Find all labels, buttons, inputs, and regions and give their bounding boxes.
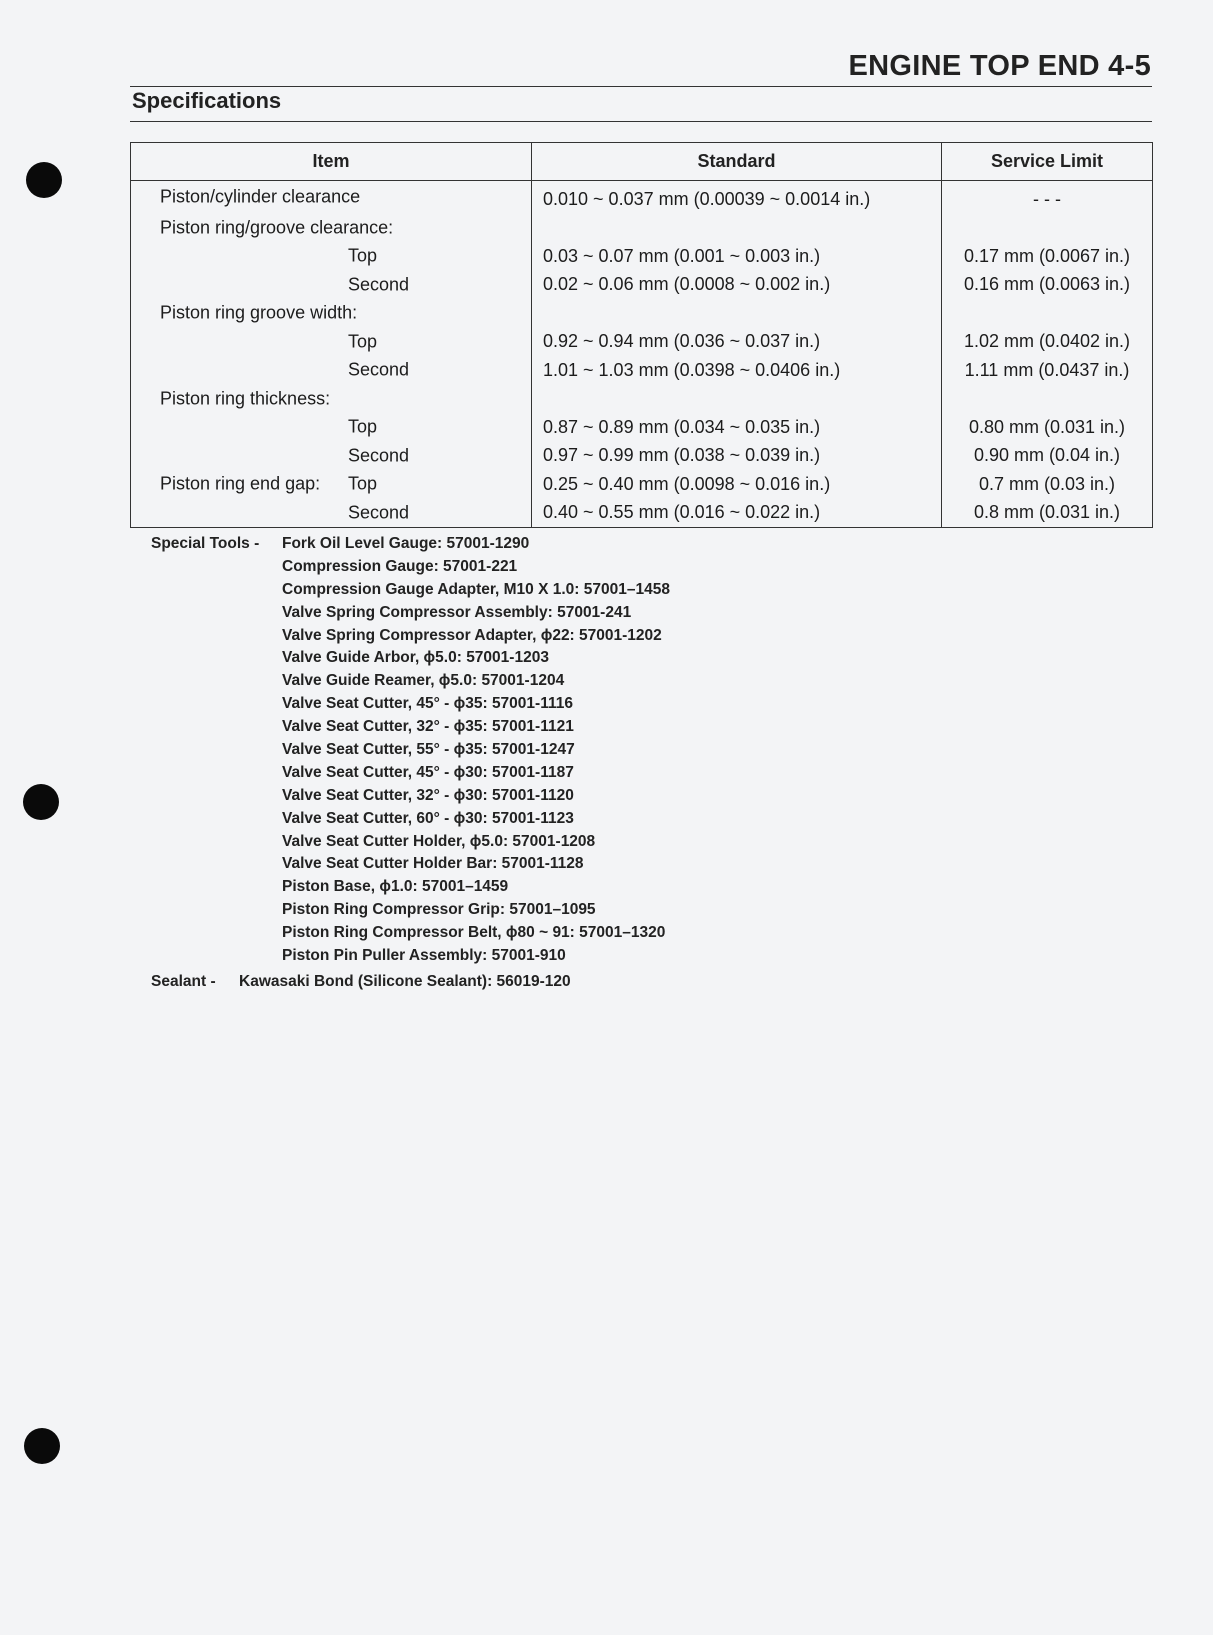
special-tools-label: Special Tools - [151,535,260,552]
binder-hole-bottom [24,1428,60,1464]
table-row [131,242,1153,271]
special-tool-item: Valve Seat Cutter, 32° - ϕ35: 57001-1121 [282,718,574,736]
cell-standard: 0.03 ~ 0.07 mm (0.001 ~ 0.003 in.) [532,242,942,271]
cell-service-limit: - - - [942,181,1153,214]
page-header: ENGINE TOP END 4-5 [848,50,1151,82]
sealant [151,973,571,991]
cell-standard: 1.01 ~ 1.03 mm (0.0398 ~ 0.0406 in.) [532,356,942,385]
cell-standard: 0.25 ~ 0.40 mm (0.0098 ~ 0.016 in.) [532,470,942,499]
special-tool-item: Piston Ring Compressor Belt, ϕ80 ~ 91: 57001–1320 [282,924,666,942]
item-sublabel: Top [348,245,378,266]
table-row [131,299,1153,328]
cell-item [131,470,532,499]
item-sublabel: Second [348,359,410,380]
cell-standard [532,214,942,243]
special-tool-item: Valve Seat Cutter, 32° - ϕ30: 57001-1120 [282,786,574,804]
special-tool-item: Valve Guide Reamer, ϕ5.0: 57001-1204 [282,672,565,690]
table-row [131,328,1153,357]
cell-standard: 0.40 ~ 0.55 mm (0.016 ~ 0.022 in.) [532,499,942,528]
special-tool-item: Compression Gauge: 57001-221 [282,557,518,575]
cell-item [131,499,532,528]
item-label: Piston ring thickness: [160,388,331,409]
cell-item [131,385,532,414]
cell-standard: 0.97 ~ 0.99 mm (0.038 ~ 0.039 in.) [532,442,942,471]
cell-item [131,299,532,328]
cell-service-limit: 0.8 mm (0.031 in.) [942,499,1153,528]
special-tool-item: Valve Seat Cutter, 60° - ϕ30: 57001-1123 [282,809,574,827]
table-header-row [131,143,1153,181]
cell-item [131,181,532,214]
item-label: Piston ring/groove clearance: [160,217,394,238]
special-tool-item: Valve Seat Cutter Holder, ϕ5.0: 57001-1208 [282,832,596,850]
special-tool-item: Valve Seat Cutter Holder Bar: 57001-1128 [282,855,584,873]
column-header-service-limit: Service Limit [942,143,1153,181]
section-title: Specifications [132,88,282,113]
section-rule [130,121,1152,122]
table-row [131,181,1153,214]
table-row [131,271,1153,300]
cell-service-limit: 0.80 mm (0.031 in.) [942,413,1153,442]
cell-item [131,356,532,385]
special-tool-item: Piston Base, ϕ1.0: 57001–1459 [282,878,509,896]
cell-service-limit: 0.7 mm (0.03 in.) [942,470,1153,499]
special-tool-item: Valve Spring Compressor Assembly: 57001-241 [282,603,632,621]
header-rule [130,86,1152,87]
cell-service-limit: 0.16 mm (0.0063 in.) [942,271,1153,300]
table-row [131,470,1153,499]
item-sublabel: Second [348,274,410,295]
sealant-label: Sealant - [151,973,216,990]
table-row [131,413,1153,442]
cell-item [131,271,532,300]
item-sublabel: Second [348,445,410,466]
cell-standard: 0.02 ~ 0.06 mm (0.0008 ~ 0.002 in.) [532,271,942,300]
table-row [131,356,1153,385]
item-sublabel: Top [348,473,378,494]
table-row [131,442,1153,471]
binder-hole-middle [23,784,59,820]
specifications-table [130,142,1153,528]
sealant-item: Kawasaki Bond (Silicone Sealant): 56019-120 [239,973,571,990]
item-label: Piston ring end gap: [160,473,321,494]
special-tool-item: Valve Seat Cutter, 45° - ϕ35: 57001-1116 [282,695,573,713]
special-tool-item: Valve Seat Cutter, 55° - ϕ35: 57001-1247 [282,741,575,759]
cell-standard [532,385,942,414]
cell-item [131,442,532,471]
column-header-standard: Standard [532,143,942,181]
cell-standard: 0.010 ~ 0.037 mm (0.00039 ~ 0.0014 in.) [532,181,942,214]
special-tool-item: Valve Spring Compressor Adapter, ϕ22: 57001-1202 [282,626,662,644]
item-label: Piston/cylinder clearance [160,186,361,207]
cell-service-limit [942,299,1153,328]
cell-service-limit: 1.02 mm (0.0402 in.) [942,328,1153,357]
table-row [131,385,1153,414]
cell-item [131,214,532,243]
table-row [131,214,1153,243]
cell-standard: 0.92 ~ 0.94 mm (0.036 ~ 0.037 in.) [532,328,942,357]
item-label: Piston ring groove width: [160,302,358,323]
cell-service-limit [942,385,1153,414]
cell-standard: 0.87 ~ 0.89 mm (0.034 ~ 0.035 in.) [532,413,942,442]
cell-service-limit [942,214,1153,243]
special-tool-item: Piston Ring Compressor Grip: 57001–1095 [282,901,596,919]
special-tool-item: Piston Pin Puller Assembly: 57001-910 [282,947,566,965]
cell-item [131,242,532,271]
binder-hole-top [26,162,62,198]
table-row [131,499,1153,528]
cell-standard [532,299,942,328]
special-tool-item: Valve Seat Cutter, 45° - ϕ30: 57001-1187 [282,763,574,781]
item-sublabel: Second [348,502,410,523]
column-header-item: Item [131,143,532,181]
special-tool-item: Fork Oil Level Gauge: 57001-1290 [282,535,530,552]
cell-service-limit: 0.90 mm (0.04 in.) [942,442,1153,471]
cell-item [131,413,532,442]
item-sublabel: Top [348,416,378,437]
special-tool-item: Compression Gauge Adapter, M10 X 1.0: 57001–1458 [282,580,670,598]
special-tool-item: Valve Guide Arbor, ϕ5.0: 57001-1203 [282,649,549,667]
cell-service-limit: 0.17 mm (0.0067 in.) [942,242,1153,271]
cell-item [131,328,532,357]
cell-service-limit: 1.11 mm (0.0437 in.) [942,356,1153,385]
item-sublabel: Top [348,331,378,352]
